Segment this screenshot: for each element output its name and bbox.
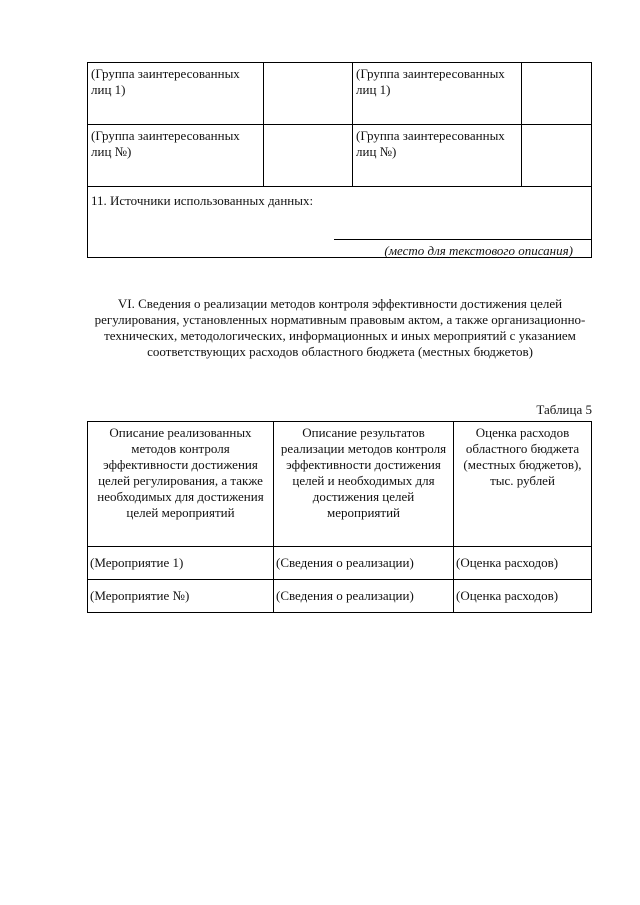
table-row [88, 547, 592, 580]
table-row [88, 580, 592, 613]
table-cell: (Мероприятие 1) [88, 547, 274, 580]
sources-label: 11. Источники использованных данных: [91, 193, 314, 208]
table-row [88, 125, 592, 187]
column-header: Описание результатов реализации методов контроля эффективности достижения целей и необходимых для достижения целей мероприятий [274, 422, 454, 547]
table-cell: (Оценка расходов) [454, 580, 592, 613]
column-header: Описание реализованных методов контроля эффективности достижения целей регулирования, а также необходимых для достижения целей мероприятий [88, 422, 274, 547]
text-entry-line [334, 239, 591, 240]
table-cell: (Оценка расходов) [454, 547, 592, 580]
sources-cell [88, 187, 592, 258]
table-cell: (Сведения о реализации) [274, 547, 454, 580]
stakeholder-group-cell: (Группа заинтересованных лиц №) [353, 125, 522, 187]
value-cell [522, 63, 592, 125]
stakeholder-group-cell: (Группа заинтересованных лиц 1) [88, 63, 264, 125]
table-header-row [88, 422, 592, 547]
value-cell [264, 63, 353, 125]
table-cell: (Мероприятие №) [88, 580, 274, 613]
stakeholder-group-cell: (Группа заинтересованных лиц 1) [353, 63, 522, 125]
stakeholders-table [87, 62, 592, 258]
sources-row [88, 187, 592, 258]
table-cell: (Сведения о реализации) [274, 580, 454, 613]
table-row [88, 63, 592, 125]
stakeholder-group-cell: (Группа заинтересованных лиц №) [88, 125, 264, 187]
table-5 [87, 421, 592, 613]
column-header: Оценка расходов областного бюджета (местных бюджетов), тыс. рублей [454, 422, 592, 547]
section-heading: VI. Сведения о реализации методов контроля эффективности достижения целей регулирования, установленных нормативным правовым актом, а также организационно-технических, методологических, информационных и иных мероприятий с указанием соответствующих расходов областного бюджета (местных бюджетов) [94, 296, 586, 359]
value-cell [522, 125, 592, 187]
sources-note: (место для текстового описания) [384, 243, 573, 258]
table-caption: Таблица 5 [536, 402, 592, 417]
value-cell [264, 125, 353, 187]
